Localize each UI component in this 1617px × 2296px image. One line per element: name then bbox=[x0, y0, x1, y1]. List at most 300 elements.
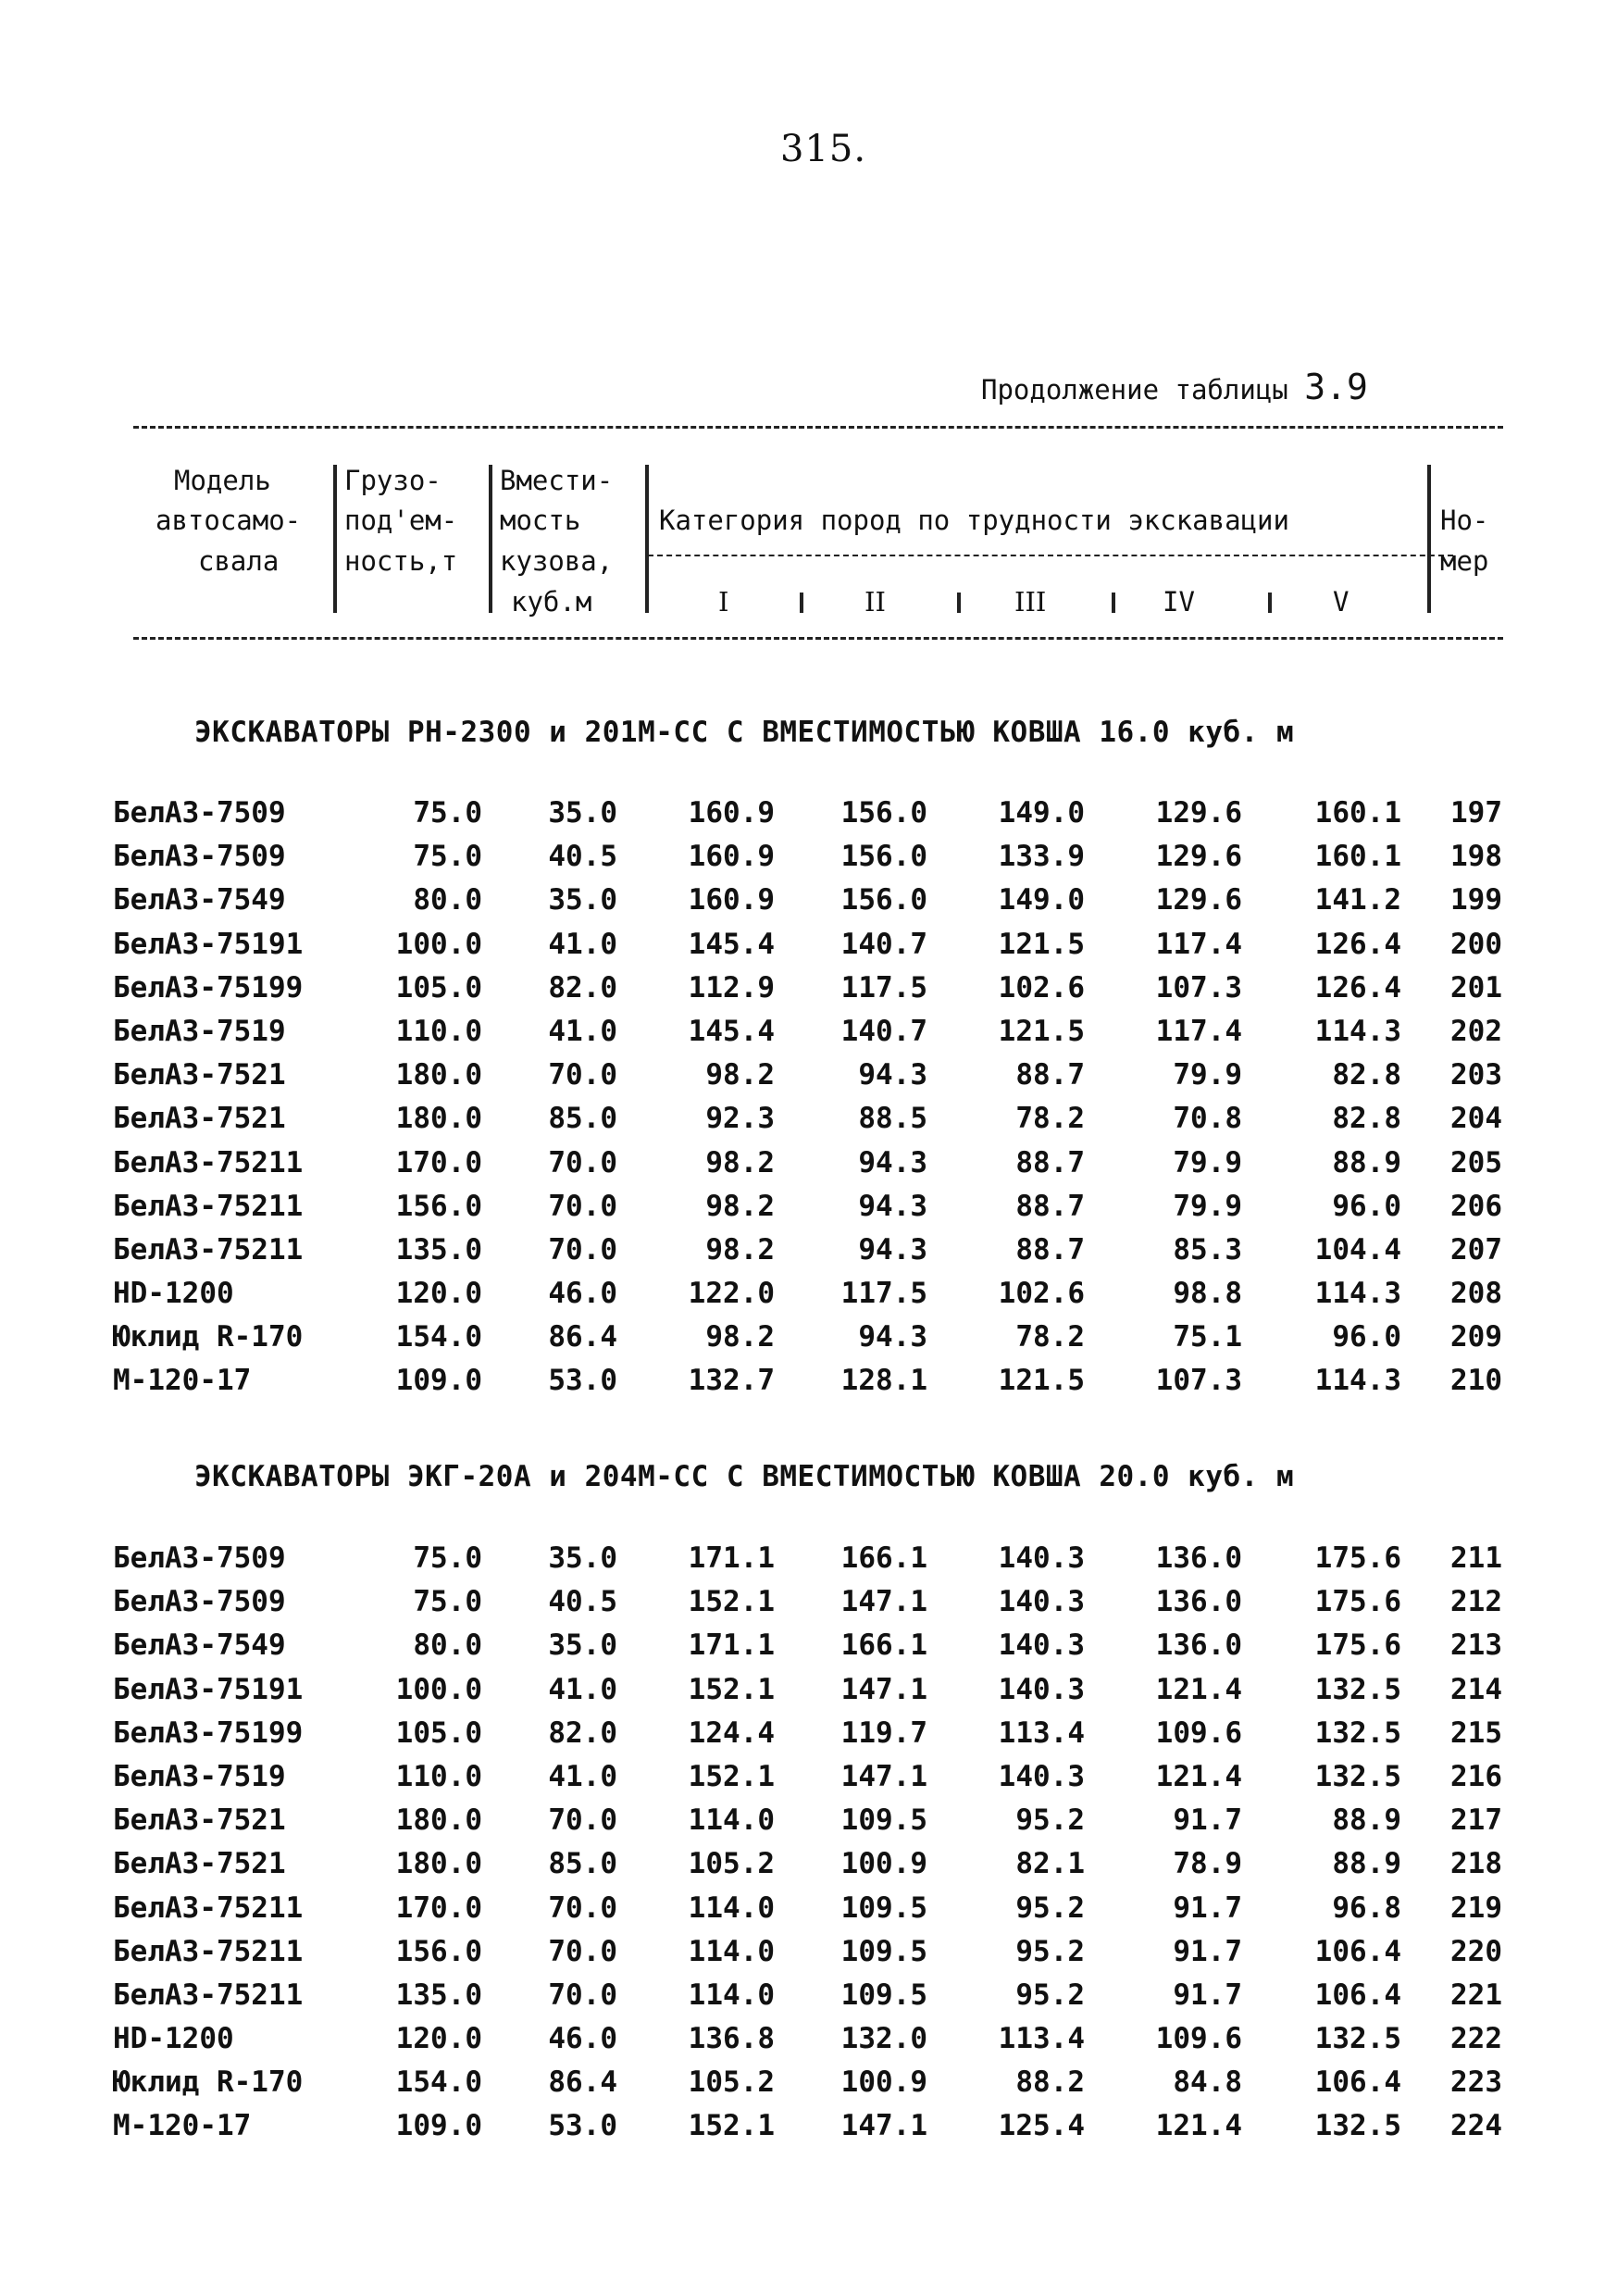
cat5-cell: 96.0 bbox=[1332, 1320, 1401, 1354]
cat1-cell: 132.7 bbox=[688, 1364, 775, 1398]
cat5-cell: 126.4 bbox=[1314, 970, 1401, 1004]
number-cell: 202 bbox=[1450, 1014, 1502, 1048]
volume-cell: 53.0 bbox=[548, 2109, 617, 2143]
cat5-cell: 88.9 bbox=[1332, 1847, 1401, 1881]
cat5-cell: 132.5 bbox=[1314, 1759, 1401, 1793]
cat3-cell: 140.3 bbox=[998, 1585, 1085, 1619]
cat4-cell: 79.9 bbox=[1173, 1189, 1242, 1223]
volume-cell: 70.0 bbox=[548, 1890, 617, 1925]
volume-cell: 85.0 bbox=[548, 1847, 617, 1881]
cat1-cell: 114.0 bbox=[688, 1890, 775, 1925]
number-cell: 209 bbox=[1450, 1320, 1502, 1354]
cat1-cell: 136.8 bbox=[688, 2022, 775, 2056]
capacity-cell: 180.0 bbox=[395, 1058, 482, 1092]
capacity-cell: 110.0 bbox=[395, 1759, 482, 1793]
model-cell: БелАЗ-7509 bbox=[113, 1541, 286, 1575]
model-cell: БелАЗ-75191 bbox=[113, 927, 304, 961]
cat5-cell: 106.4 bbox=[1314, 2065, 1401, 2100]
cat2-cell: 94.3 bbox=[858, 1189, 927, 1223]
cat5-cell: 96.8 bbox=[1332, 1890, 1401, 1925]
cat4-cell: 79.9 bbox=[1173, 1058, 1242, 1092]
header-capacity-line3: ность,т bbox=[344, 545, 458, 577]
cat5-cell: 106.4 bbox=[1314, 1934, 1401, 1968]
header-category-3: III bbox=[1014, 586, 1047, 618]
number-cell: 210 bbox=[1450, 1364, 1502, 1398]
volume-cell: 70.0 bbox=[548, 1232, 617, 1267]
cat5-cell: 175.6 bbox=[1314, 1585, 1401, 1619]
header-separator bbox=[1112, 593, 1115, 613]
cat4-cell: 75.1 bbox=[1173, 1320, 1242, 1354]
capacity-cell: 75.0 bbox=[413, 840, 482, 874]
table-row bbox=[0, 1364, 1617, 1407]
cat3-cell: 95.2 bbox=[1015, 1890, 1085, 1925]
header-separator bbox=[957, 593, 961, 613]
header-category-2: II bbox=[864, 586, 886, 618]
cat1-cell: 145.4 bbox=[688, 927, 775, 961]
cat5-cell: 104.4 bbox=[1314, 1232, 1401, 1267]
number-cell: 197 bbox=[1450, 796, 1502, 830]
cat4-cell: 117.4 bbox=[1155, 927, 1242, 961]
cat1-cell: 98.2 bbox=[705, 1232, 775, 1267]
header-separator bbox=[645, 465, 649, 613]
cat4-cell: 107.3 bbox=[1155, 1364, 1242, 1398]
cat5-cell: 132.5 bbox=[1314, 1716, 1401, 1750]
cat1-cell: 92.3 bbox=[705, 1102, 775, 1136]
cat4-cell: 78.9 bbox=[1173, 1847, 1242, 1881]
page-number: 315. bbox=[780, 128, 867, 170]
cat1-cell: 98.2 bbox=[705, 1320, 775, 1354]
cat2-cell: 94.3 bbox=[858, 1058, 927, 1092]
model-cell: БелАЗ-7509 bbox=[113, 796, 286, 830]
cat2-cell: 94.3 bbox=[858, 1145, 927, 1179]
number-cell: 219 bbox=[1450, 1890, 1502, 1925]
model-cell: M-120-17 bbox=[113, 1364, 252, 1398]
cat5-cell: 96.0 bbox=[1332, 1189, 1401, 1223]
volume-cell: 40.5 bbox=[548, 1585, 617, 1619]
cat2-cell: 94.3 bbox=[858, 1320, 927, 1354]
cat3-cell: 125.4 bbox=[998, 2109, 1085, 2143]
cat5-cell: 175.6 bbox=[1314, 1541, 1401, 1575]
header-volume-line3: кузова, bbox=[500, 545, 614, 577]
number-cell: 205 bbox=[1450, 1145, 1502, 1179]
model-cell: БелАЗ-7519 bbox=[113, 1014, 286, 1048]
model-cell: БелАЗ-7549 bbox=[113, 883, 286, 917]
number-cell: 198 bbox=[1450, 840, 1502, 874]
volume-cell: 35.0 bbox=[548, 796, 617, 830]
number-cell: 223 bbox=[1450, 2065, 1502, 2100]
number-cell: 212 bbox=[1450, 1585, 1502, 1619]
cat5-cell: 88.9 bbox=[1332, 1145, 1401, 1179]
cat2-cell: 100.9 bbox=[840, 2065, 927, 2100]
cat4-cell: 91.7 bbox=[1173, 1803, 1242, 1838]
table-row bbox=[0, 1146, 1617, 1190]
cat3-cell: 133.9 bbox=[998, 840, 1085, 874]
cat4-cell: 85.3 bbox=[1173, 1232, 1242, 1267]
table-row bbox=[0, 1803, 1617, 1847]
volume-cell: 40.5 bbox=[548, 840, 617, 874]
table-row bbox=[0, 1320, 1617, 1364]
header-separator bbox=[489, 465, 492, 613]
cat1-cell: 152.1 bbox=[688, 1672, 775, 1706]
volume-cell: 70.0 bbox=[548, 1058, 617, 1092]
table-row bbox=[0, 1233, 1617, 1277]
cat2-cell: 147.1 bbox=[840, 1672, 927, 1706]
table-row bbox=[0, 2022, 1617, 2065]
capacity-cell: 80.0 bbox=[413, 883, 482, 917]
header-volume-line4: куб.м bbox=[511, 586, 592, 618]
cat4-cell: 109.6 bbox=[1155, 1716, 1242, 1750]
cat4-cell: 117.4 bbox=[1155, 1014, 1242, 1048]
capacity-cell: 109.0 bbox=[395, 2109, 482, 2143]
cat3-cell: 121.5 bbox=[998, 927, 1085, 961]
cat1-cell: 152.1 bbox=[688, 1759, 775, 1793]
table-continuation-caption bbox=[981, 367, 1368, 407]
model-cell: БелАЗ-7521 bbox=[113, 1847, 286, 1881]
table-row bbox=[0, 1935, 1617, 1978]
cat4-cell: 136.0 bbox=[1155, 1541, 1242, 1575]
capacity-cell: 75.0 bbox=[413, 1541, 482, 1575]
capacity-cell: 75.0 bbox=[413, 796, 482, 830]
number-cell: 203 bbox=[1450, 1058, 1502, 1092]
volume-cell: 41.0 bbox=[548, 1672, 617, 1706]
header-volume-line1: Вмести- bbox=[500, 465, 614, 496]
cat2-cell: 166.1 bbox=[840, 1628, 927, 1663]
cat1-cell: 124.4 bbox=[688, 1716, 775, 1750]
cat5-cell: 82.8 bbox=[1332, 1102, 1401, 1136]
number-cell: 213 bbox=[1450, 1628, 1502, 1663]
header-number-line2: мер bbox=[1440, 545, 1489, 577]
capacity-cell: 109.0 bbox=[395, 1364, 482, 1398]
volume-cell: 46.0 bbox=[548, 1277, 617, 1311]
cat4-cell: 136.0 bbox=[1155, 1585, 1242, 1619]
table-row bbox=[0, 1541, 1617, 1585]
table-number: 3.9 bbox=[1304, 367, 1368, 407]
cat4-cell: 121.4 bbox=[1155, 1672, 1242, 1706]
capacity-cell: 154.0 bbox=[395, 1320, 482, 1354]
model-cell: Юклид R-170 bbox=[113, 1320, 304, 1354]
cat1-cell: 171.1 bbox=[688, 1541, 775, 1575]
capacity-cell: 120.0 bbox=[395, 1277, 482, 1311]
cat2-cell: 156.0 bbox=[840, 796, 927, 830]
cat1-cell: 114.0 bbox=[688, 1978, 775, 2012]
cat2-cell: 128.1 bbox=[840, 1364, 927, 1398]
table-row bbox=[0, 796, 1617, 840]
cat2-cell: 166.1 bbox=[840, 1541, 927, 1575]
header-separator bbox=[1268, 593, 1272, 613]
table-row bbox=[0, 1673, 1617, 1716]
cat3-cell: 140.3 bbox=[998, 1628, 1085, 1663]
header-top-rule bbox=[133, 426, 1503, 429]
cat5-cell: 82.8 bbox=[1332, 1058, 1401, 1092]
cat2-cell: 109.5 bbox=[840, 1803, 927, 1838]
number-cell: 215 bbox=[1450, 1716, 1502, 1750]
header-capacity-line2: под'ем- bbox=[344, 505, 458, 536]
number-cell: 222 bbox=[1450, 2022, 1502, 2056]
capacity-cell: 75.0 bbox=[413, 1585, 482, 1619]
volume-cell: 70.0 bbox=[548, 1978, 617, 2012]
cat3-cell: 88.7 bbox=[1015, 1058, 1085, 1092]
capacity-cell: 180.0 bbox=[395, 1847, 482, 1881]
section-title-ekg20a: ЭКСКАВАТОРЫ ЭКГ-20А и 204M-CC С ВМЕСТИМОСТЬЮ КОВША 20.0 куб. м bbox=[194, 1460, 1295, 1493]
cat3-cell: 82.1 bbox=[1015, 1847, 1085, 1881]
table-row bbox=[0, 2109, 1617, 2152]
header-bottom-rule bbox=[133, 637, 1503, 640]
cat5-cell: 88.9 bbox=[1332, 1803, 1401, 1838]
table-row bbox=[0, 971, 1617, 1015]
capacity-cell: 170.0 bbox=[395, 1145, 482, 1179]
cat5-cell: 132.5 bbox=[1314, 2022, 1401, 2056]
cat4-cell: 91.7 bbox=[1173, 1934, 1242, 1968]
model-cell: БелАЗ-7509 bbox=[113, 840, 286, 874]
cat3-cell: 95.2 bbox=[1015, 1934, 1085, 1968]
model-cell: БелАЗ-7521 bbox=[113, 1058, 286, 1092]
cat4-cell: 121.4 bbox=[1155, 1759, 1242, 1793]
cat2-cell: 109.5 bbox=[840, 1978, 927, 2012]
cat2-cell: 88.5 bbox=[858, 1102, 927, 1136]
number-cell: 220 bbox=[1450, 1934, 1502, 1968]
cat3-cell: 140.3 bbox=[998, 1759, 1085, 1793]
model-cell: БелАЗ-75211 bbox=[113, 1934, 304, 1968]
header-model-line2: автосамо- bbox=[155, 505, 302, 536]
cat3-cell: 102.6 bbox=[998, 1277, 1085, 1311]
cat5-cell: 141.2 bbox=[1314, 883, 1401, 917]
cat3-cell: 149.0 bbox=[998, 883, 1085, 917]
cat2-cell: 132.0 bbox=[840, 2022, 927, 2056]
header-model-line1: Модель bbox=[174, 465, 271, 496]
cat3-cell: 149.0 bbox=[998, 796, 1085, 830]
cat1-cell: 98.2 bbox=[705, 1058, 775, 1092]
model-cell: БелАЗ-7521 bbox=[113, 1102, 286, 1136]
table-row bbox=[0, 1847, 1617, 1890]
table-row bbox=[0, 1102, 1617, 1145]
volume-cell: 86.4 bbox=[548, 1320, 617, 1354]
cat4-cell: 91.7 bbox=[1173, 1978, 1242, 2012]
volume-cell: 70.0 bbox=[548, 1189, 617, 1223]
cat2-cell: 119.7 bbox=[840, 1716, 927, 1750]
cat2-cell: 117.5 bbox=[840, 1277, 927, 1311]
cat2-cell: 140.7 bbox=[840, 927, 927, 961]
table-row bbox=[0, 1190, 1617, 1233]
cat4-cell: 129.6 bbox=[1155, 840, 1242, 874]
number-cell: 218 bbox=[1450, 1847, 1502, 1881]
capacity-cell: 156.0 bbox=[395, 1189, 482, 1223]
cat3-cell: 113.4 bbox=[998, 2022, 1085, 2056]
model-cell: БелАЗ-75211 bbox=[113, 1189, 304, 1223]
model-cell: БелАЗ-7549 bbox=[113, 1628, 286, 1663]
header-category-1: I bbox=[718, 586, 729, 618]
cat4-cell: 121.4 bbox=[1155, 2109, 1242, 2143]
cat1-cell: 160.9 bbox=[688, 796, 775, 830]
cat3-cell: 95.2 bbox=[1015, 1978, 1085, 2012]
table-row bbox=[0, 1015, 1617, 1058]
cat4-cell: 79.9 bbox=[1173, 1145, 1242, 1179]
model-cell: Юклид R-170 bbox=[113, 2065, 304, 2100]
table-row bbox=[0, 1760, 1617, 1803]
cat5-cell: 106.4 bbox=[1314, 1978, 1401, 2012]
header-separator bbox=[1427, 465, 1431, 613]
cat3-cell: 102.6 bbox=[998, 970, 1085, 1004]
capacity-cell: 180.0 bbox=[395, 1102, 482, 1136]
capacity-cell: 100.0 bbox=[395, 1672, 482, 1706]
number-cell: 221 bbox=[1450, 1978, 1502, 2012]
cat3-cell: 95.2 bbox=[1015, 1803, 1085, 1838]
cat5-cell: 160.1 bbox=[1314, 840, 1401, 874]
cat3-cell: 140.3 bbox=[998, 1541, 1085, 1575]
cat3-cell: 78.2 bbox=[1015, 1320, 1085, 1354]
cat5-cell: 114.3 bbox=[1314, 1277, 1401, 1311]
cat5-cell: 114.3 bbox=[1314, 1364, 1401, 1398]
cat1-cell: 98.2 bbox=[705, 1189, 775, 1223]
model-cell: HD-1200 bbox=[113, 1277, 234, 1311]
model-cell: БелАЗ-75199 bbox=[113, 970, 304, 1004]
cat2-cell: 109.5 bbox=[840, 1890, 927, 1925]
table-row bbox=[0, 1277, 1617, 1320]
cat1-cell: 145.4 bbox=[688, 1014, 775, 1048]
model-cell: M-120-17 bbox=[113, 2109, 252, 2143]
volume-cell: 35.0 bbox=[548, 1628, 617, 1663]
header-capacity-line1: Грузо- bbox=[344, 465, 442, 496]
capacity-cell: 135.0 bbox=[395, 1978, 482, 2012]
table-row bbox=[0, 1891, 1617, 1935]
cat1-cell: 114.0 bbox=[688, 1803, 775, 1838]
cat2-cell: 147.1 bbox=[840, 1585, 927, 1619]
header-category-4: IV bbox=[1163, 586, 1195, 618]
data-table-section-2 bbox=[0, 1541, 1617, 2153]
number-cell: 224 bbox=[1450, 2109, 1502, 2143]
table-row bbox=[0, 1628, 1617, 1672]
cat2-cell: 94.3 bbox=[858, 1232, 927, 1267]
number-cell: 214 bbox=[1450, 1672, 1502, 1706]
capacity-cell: 105.0 bbox=[395, 1716, 482, 1750]
table-row bbox=[0, 1716, 1617, 1760]
cat2-cell: 117.5 bbox=[840, 970, 927, 1004]
cat3-cell: 113.4 bbox=[998, 1716, 1085, 1750]
cat4-cell: 109.6 bbox=[1155, 2022, 1242, 2056]
cat4-cell: 129.6 bbox=[1155, 883, 1242, 917]
number-cell: 206 bbox=[1450, 1189, 1502, 1223]
cat4-cell: 84.8 bbox=[1173, 2065, 1242, 2100]
header-separator bbox=[333, 465, 337, 613]
continuation-label: Продолжение таблицы bbox=[981, 374, 1288, 406]
cat2-cell: 156.0 bbox=[840, 840, 927, 874]
table-row bbox=[0, 840, 1617, 883]
number-cell: 207 bbox=[1450, 1232, 1502, 1267]
number-cell: 204 bbox=[1450, 1102, 1502, 1136]
volume-cell: 41.0 bbox=[548, 1014, 617, 1048]
capacity-cell: 154.0 bbox=[395, 2065, 482, 2100]
capacity-cell: 170.0 bbox=[395, 1890, 482, 1925]
category-underline-rule bbox=[648, 555, 1453, 556]
cat1-cell: 160.9 bbox=[688, 840, 775, 874]
volume-cell: 70.0 bbox=[548, 1934, 617, 1968]
cat1-cell: 105.2 bbox=[688, 1847, 775, 1881]
cat1-cell: 114.0 bbox=[688, 1934, 775, 1968]
table-row bbox=[0, 1585, 1617, 1628]
number-cell: 217 bbox=[1450, 1803, 1502, 1838]
section-title-rh2300: ЭКСКАВАТОРЫ PH-2300 и 201M-CC С ВМЕСТИМОСТЬЮ КОВША 16.0 куб. м bbox=[194, 716, 1295, 749]
table-row bbox=[0, 1058, 1617, 1102]
model-cell: БелАЗ-75211 bbox=[113, 1890, 304, 1925]
number-cell: 199 bbox=[1450, 883, 1502, 917]
cat4-cell: 91.7 bbox=[1173, 1890, 1242, 1925]
data-table-section-1 bbox=[0, 796, 1617, 1408]
header-model-line3: свала bbox=[198, 545, 280, 577]
cat3-cell: 88.2 bbox=[1015, 2065, 1085, 2100]
cat1-cell: 160.9 bbox=[688, 883, 775, 917]
cat5-cell: 132.5 bbox=[1314, 1672, 1401, 1706]
cat1-cell: 122.0 bbox=[688, 1277, 775, 1311]
table-row bbox=[0, 883, 1617, 927]
cat5-cell: 114.3 bbox=[1314, 1014, 1401, 1048]
volume-cell: 35.0 bbox=[548, 883, 617, 917]
cat3-cell: 121.5 bbox=[998, 1364, 1085, 1398]
cat3-cell: 121.5 bbox=[998, 1014, 1085, 1048]
volume-cell: 41.0 bbox=[548, 1759, 617, 1793]
volume-cell: 35.0 bbox=[548, 1541, 617, 1575]
table-row bbox=[0, 2065, 1617, 2109]
cat4-cell: 129.6 bbox=[1155, 796, 1242, 830]
volume-cell: 86.4 bbox=[548, 2065, 617, 2100]
model-cell: БелАЗ-75211 bbox=[113, 1145, 304, 1179]
volume-cell: 53.0 bbox=[548, 1364, 617, 1398]
model-cell: БелАЗ-75191 bbox=[113, 1672, 304, 1706]
volume-cell: 70.0 bbox=[548, 1803, 617, 1838]
header-category-5: V bbox=[1333, 586, 1350, 618]
volume-cell: 41.0 bbox=[548, 927, 617, 961]
cat1-cell: 171.1 bbox=[688, 1628, 775, 1663]
number-cell: 208 bbox=[1450, 1277, 1502, 1311]
model-cell: БелАЗ-75199 bbox=[113, 1716, 304, 1750]
cat2-cell: 140.7 bbox=[840, 1014, 927, 1048]
number-cell: 211 bbox=[1450, 1541, 1502, 1575]
capacity-cell: 110.0 bbox=[395, 1014, 482, 1048]
cat3-cell: 88.7 bbox=[1015, 1189, 1085, 1223]
cat2-cell: 147.1 bbox=[840, 2109, 927, 2143]
model-cell: БелАЗ-7521 bbox=[113, 1803, 286, 1838]
capacity-cell: 135.0 bbox=[395, 1232, 482, 1267]
cat4-cell: 98.8 bbox=[1173, 1277, 1242, 1311]
cat5-cell: 132.5 bbox=[1314, 2109, 1401, 2143]
volume-cell: 46.0 bbox=[548, 2022, 617, 2056]
cat4-cell: 70.8 bbox=[1173, 1102, 1242, 1136]
capacity-cell: 120.0 bbox=[395, 2022, 482, 2056]
cat5-cell: 126.4 bbox=[1314, 927, 1401, 961]
header-volume-line2: мость bbox=[500, 505, 581, 536]
cat2-cell: 109.5 bbox=[840, 1934, 927, 1968]
cat2-cell: 147.1 bbox=[840, 1759, 927, 1793]
capacity-cell: 100.0 bbox=[395, 927, 482, 961]
number-cell: 201 bbox=[1450, 970, 1502, 1004]
cat2-cell: 100.9 bbox=[840, 1847, 927, 1881]
volume-cell: 70.0 bbox=[548, 1145, 617, 1179]
number-cell: 200 bbox=[1450, 927, 1502, 961]
model-cell: БелАЗ-7509 bbox=[113, 1585, 286, 1619]
cat2-cell: 156.0 bbox=[840, 883, 927, 917]
model-cell: БелАЗ-75211 bbox=[113, 1232, 304, 1267]
table-row bbox=[0, 928, 1617, 971]
cat1-cell: 105.2 bbox=[688, 2065, 775, 2100]
volume-cell: 85.0 bbox=[548, 1102, 617, 1136]
cat5-cell: 175.6 bbox=[1314, 1628, 1401, 1663]
capacity-cell: 156.0 bbox=[395, 1934, 482, 1968]
number-cell: 216 bbox=[1450, 1759, 1502, 1793]
cat3-cell: 78.2 bbox=[1015, 1102, 1085, 1136]
capacity-cell: 105.0 bbox=[395, 970, 482, 1004]
model-cell: БелАЗ-75211 bbox=[113, 1978, 304, 2012]
volume-cell: 82.0 bbox=[548, 1716, 617, 1750]
header-separator bbox=[800, 593, 803, 613]
cat1-cell: 152.1 bbox=[688, 1585, 775, 1619]
